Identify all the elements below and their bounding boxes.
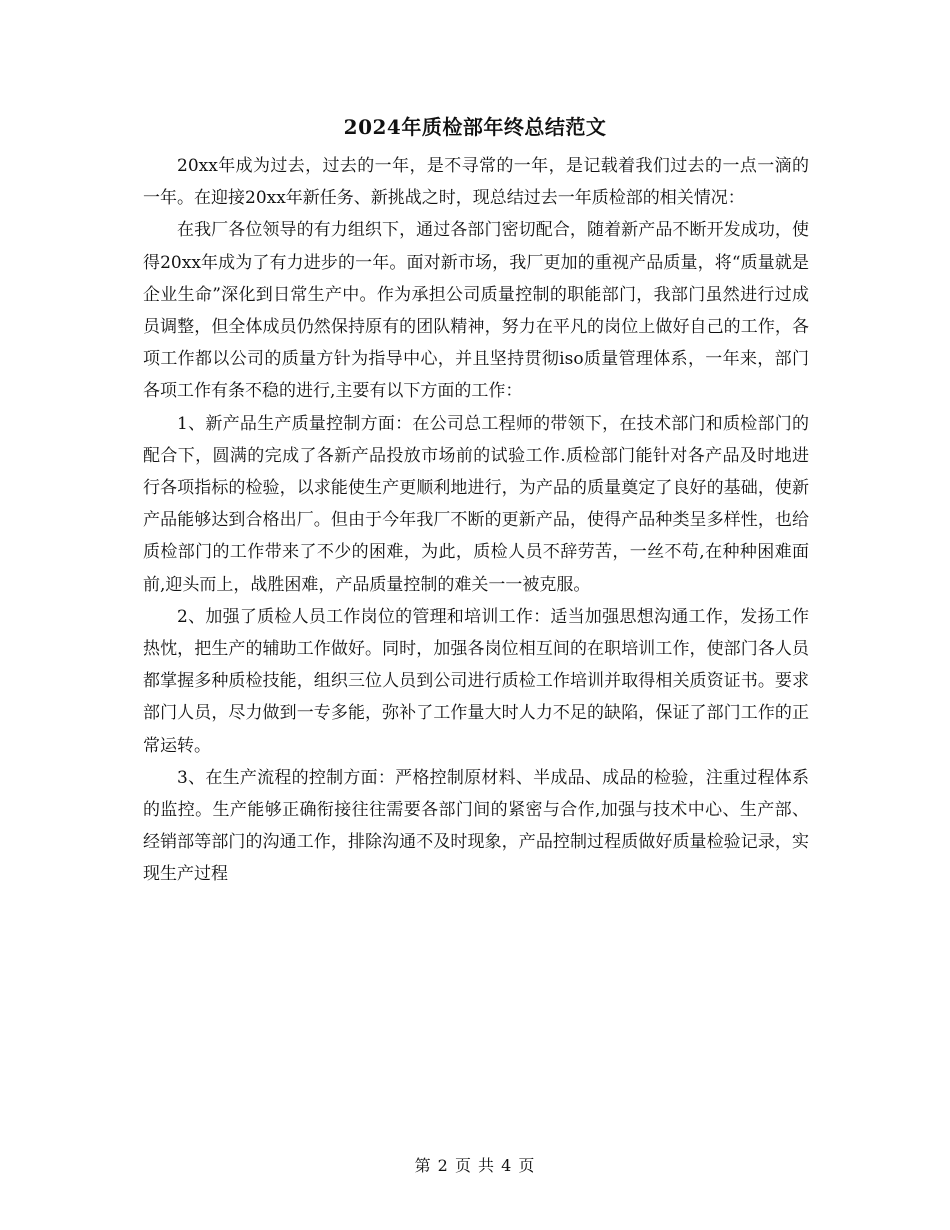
page-number-footer: 第 2 页 共 4 页 bbox=[414, 1156, 536, 1175]
document-body bbox=[143, 150, 809, 891]
document-title: 2024年质检部年终总结范文 bbox=[343, 115, 607, 139]
paragraph-overview: 在我厂各位领导的有力组织下，通过各部门密切配合，随着新产品不断开发成功，使得20xx年成为了有力进步的一年。面对新市场，我厂更加的重视产品质量，将“质量就是企业生命”深化到日常生产中。作为承担公司质量控制的职能部门，我部门虽然进行过成员调整，但全体成员仍然保持原有的团队精神，努力在平凡的岗位上做好自己的工作，各项工作都以公司的质量方针为指导中心，并且坚持贯彻iso质量管理体系，一年来，部门各项工作有条不稳的进行,主要有以下方面的工作： bbox=[143, 220, 809, 402]
paragraph-item-3: 3、在生产流程的控制方面：严格控制原材料、半成品、成品的检验，注重过程体系的监控。生产能够正确衔接往往需要各部门间的紧密与合作,加强与技术中心、生产部、经销部等部门的沟通工作，排除沟通不及时现象，产品控制过程质做好质量检验记录，实现生产过程 bbox=[143, 767, 809, 885]
paragraph-item-1: 1、新产品生产质量控制方面：在公司总工程师的带领下，在技术部门和质检部门的配合下，圆满的完成了各新产品投放市场前的试验工作.质检部门能针对各产品及时地进行各项指标的检验，以求能使生产更顺利地进行，为产品的质量奠定了良好的基础，使新产品能够达到合格出厂。但由于今年我厂不断的更新产品，使得产品种类呈多样性，也给质检部门的工作带来了不少的困难，为此，质检人员不辞劳苦，一丝不苟,在种种困难面前,迎头而上，战胜困难，产品质量控制的难关一一被克服。 bbox=[143, 413, 809, 595]
paragraph-intro: 20xx年成为过去，过去的一年，是不寻常的一年，是记载着我们过去的一点一滴的一年。在迎接20xx年新任务、新挑战之时，现总结过去一年质检部的相关情况： bbox=[143, 156, 809, 209]
paragraph-item-2: 2、加强了质检人员工作岗位的管理和培训工作：适当加强思想沟通工作，发扬工作热忱，把生产的辅助工作做好。同时，加强各岗位相互间的在职培训工作，使部门各人员都掌握多种质检技能，组织三位人员到公司进行质检工作培训并取得相关质资证书。要求部门人员，尽力做到一专多能，弥补了工作量大时人力不足的缺陷，保证了部门工作的正常运转。 bbox=[143, 606, 809, 756]
